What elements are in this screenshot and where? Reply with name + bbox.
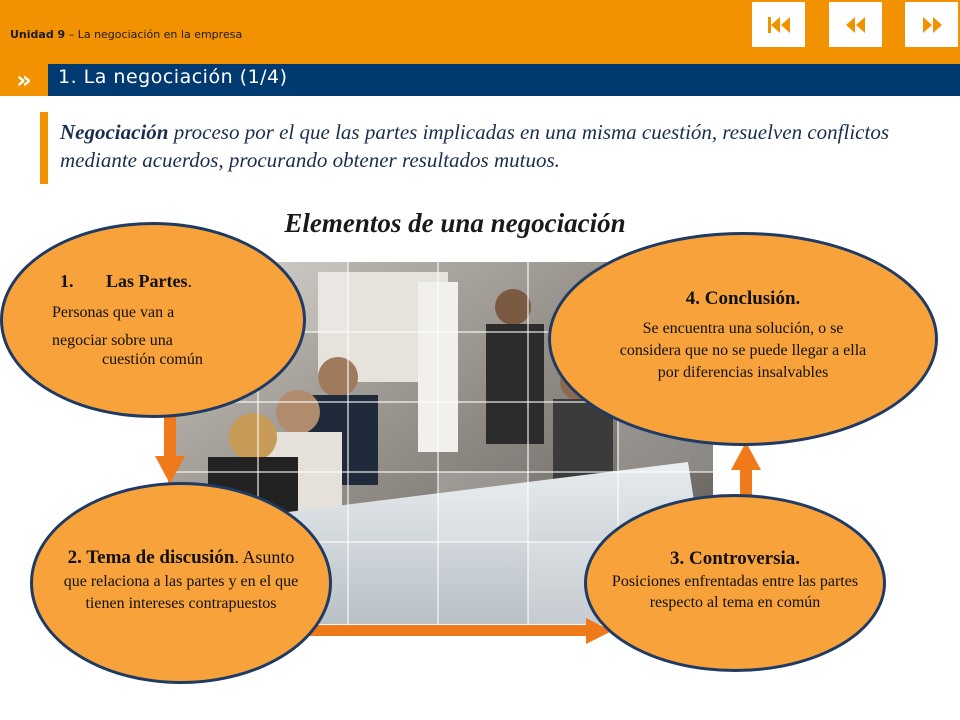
unit-separator: – <box>68 28 75 41</box>
next-page-button[interactable] <box>905 2 958 47</box>
element-controversy-body: Posiciones enfrentadas entre las partes respecto al tema en común <box>611 573 859 611</box>
element-parts-bubble <box>0 222 306 418</box>
element-parts-title-suffix: . <box>187 271 192 291</box>
section-subtitle: Elementos de una negociación <box>284 208 626 238</box>
unit-breadcrumb <box>10 28 242 41</box>
element-parts-line-3: cuestión común <box>102 351 203 368</box>
element-parts-title: Las Partes <box>106 271 188 291</box>
element-topic-heading: 2. Tema de discusión <box>67 547 235 568</box>
element-controversy-heading: 3. Controversia. <box>670 548 800 569</box>
rewind-icon <box>842 15 870 35</box>
element-controversy-bubble <box>584 494 886 672</box>
element-conclusion-heading: 4. Conclusión. <box>685 288 801 309</box>
element-topic-heading-tail: . Asunto <box>234 547 295 567</box>
element-parts-line-1: Personas que van a <box>52 304 175 321</box>
fast-forward-icon <box>918 15 946 35</box>
element-parts-number: 1. <box>60 271 74 291</box>
element-parts-line-2: negociar sobre una <box>52 332 173 349</box>
skip-to-start-icon <box>765 15 793 35</box>
element-topic-bubble <box>30 482 332 684</box>
definition-accent-bar <box>40 112 48 184</box>
page-title: 1. La negociación (1/4) <box>58 66 288 88</box>
definition-body: proceso por el que las partes implicadas en una misma cuestión, resuelven conflictos mediante acuerdos, procurando obtener resultados mutuos. <box>60 120 889 172</box>
unit-label: Unidad 9 <box>10 28 66 41</box>
definition-term: Negociación <box>60 120 169 144</box>
element-conclusion-body: Se encuentra una solución, o se considera que no se puede llegar a ella por diferencias insalvables <box>619 320 867 381</box>
definition-text <box>60 118 940 174</box>
arrow-2-to-3 <box>306 625 588 636</box>
unit-name: La negociación en la empresa <box>77 28 243 41</box>
previous-page-button[interactable] <box>829 2 882 47</box>
first-page-button[interactable] <box>752 2 805 47</box>
element-conclusion-bubble <box>548 232 938 446</box>
element-topic-body: que relaciona a las partes y en el que tienen intereses contrapuestos <box>63 573 299 612</box>
element-parts-heading <box>52 271 282 292</box>
title-chevron-icon: » <box>0 64 48 96</box>
